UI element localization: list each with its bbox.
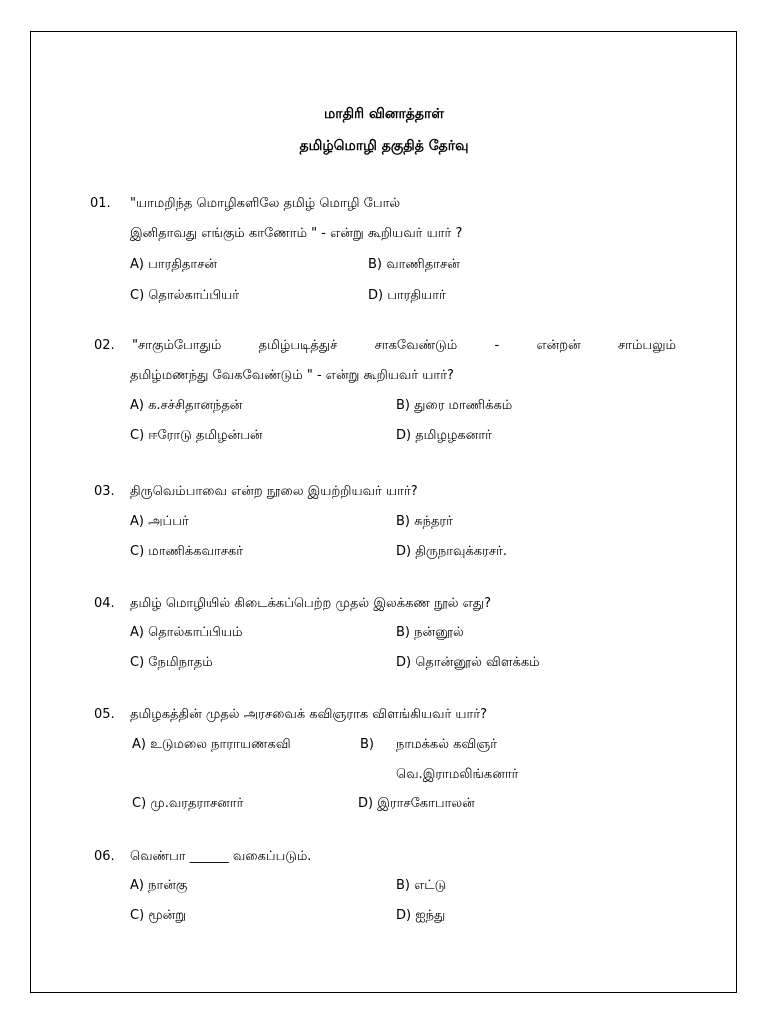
option-b-continued: வெ.இராமலிங்கனார் xyxy=(396,767,519,782)
question-text-line: தமிழகத்தின் முதல் அரசவைக் கவிஞராக விளங்கியவர் யார்? xyxy=(130,707,488,722)
option-d: D) திருநாவுக்கரசர். xyxy=(396,544,507,559)
question-number: 03. xyxy=(94,484,115,499)
option-c: C) நேமிநாதம் xyxy=(130,655,213,670)
option-d: D) தமிழழகனார் xyxy=(396,428,492,443)
option-d: D) பாரதியார் xyxy=(368,288,446,303)
question-number: 04. xyxy=(94,596,115,611)
option-c: C) மூன்று xyxy=(130,908,187,923)
word: சாகவேண்டும் xyxy=(374,338,458,353)
question-number: 01. xyxy=(90,196,111,211)
option-a: A) நான்கு xyxy=(130,878,188,893)
question-text-line: திருவெம்பாவை என்ற நூலை இயற்றியவர் யார்? xyxy=(130,484,418,499)
word: தமிழ்படித்துச் xyxy=(258,338,338,353)
option-b: B) துரை மாணிக்கம் xyxy=(396,398,513,413)
question-text-line: "யாமறிந்த மொழிகளிலே தமிழ் மொழி போல் xyxy=(130,196,401,211)
question-text-line: தமிழ் மொழியில் கிடைக்கப்பெற்ற முதல் இலக்கண நூல் எது? xyxy=(130,596,491,611)
option-b: B) நன்னூல் xyxy=(396,625,464,640)
word: என்றன் xyxy=(536,338,581,353)
question-text-line: இனிதாவது எங்கும் காணோம் " - என்று கூறியவர் யார் ? xyxy=(130,226,463,241)
word: - xyxy=(494,338,500,353)
option-d: D) தொன்னூல் விளக்கம் xyxy=(396,655,540,670)
page-subtitle: தமிழ்மொழி தகுதித் தேர்வு xyxy=(299,138,469,154)
option-a: A) க.சச்சிதானந்தன் xyxy=(130,398,243,413)
page-title: மாதிரி வினாத்தாள் xyxy=(323,106,444,122)
option-a: A) பாரதிதாசன் xyxy=(130,257,217,272)
option-a: A) தொல்காப்பியம் xyxy=(130,625,243,640)
question-number: 06. xyxy=(94,849,115,864)
option-b: B) வாணிதாசன் xyxy=(368,257,460,272)
word: "சாகும்போதும் xyxy=(132,338,222,353)
question-number: 02. xyxy=(94,338,115,353)
question-text-line xyxy=(132,337,676,355)
option-d: D) ஐந்து xyxy=(396,908,446,923)
option-b: B) எட்டு xyxy=(396,878,447,893)
option-a: A) அப்பர் xyxy=(130,514,189,529)
option-d: D) இராசகோபாலன் xyxy=(358,796,475,811)
option-c: C) ஈரோடு தமிழன்பன் xyxy=(130,428,263,443)
question-text-line: தமிழ்மணந்து வேகவேண்டும் " - என்று கூறியவர் யார்? xyxy=(130,368,454,383)
option-c: C) தொல்காப்பியர் xyxy=(130,288,240,303)
option-b: நாமக்கல் கவிஞர் xyxy=(396,737,498,752)
word: சாம்பலும் xyxy=(617,338,676,353)
option-b-label: B) xyxy=(360,737,374,752)
option-b: B) சுந்தரர் xyxy=(396,514,453,529)
question-text-line: வெண்பா ______ வகைப்படும். xyxy=(130,849,312,864)
question-number: 05. xyxy=(94,707,115,722)
option-a: A) உடுமலை நாராயணகவி xyxy=(132,737,291,752)
option-c: C) மாணிக்கவாசகர் xyxy=(130,544,244,559)
option-c: C) மு.வரதராசனார் xyxy=(132,796,244,811)
